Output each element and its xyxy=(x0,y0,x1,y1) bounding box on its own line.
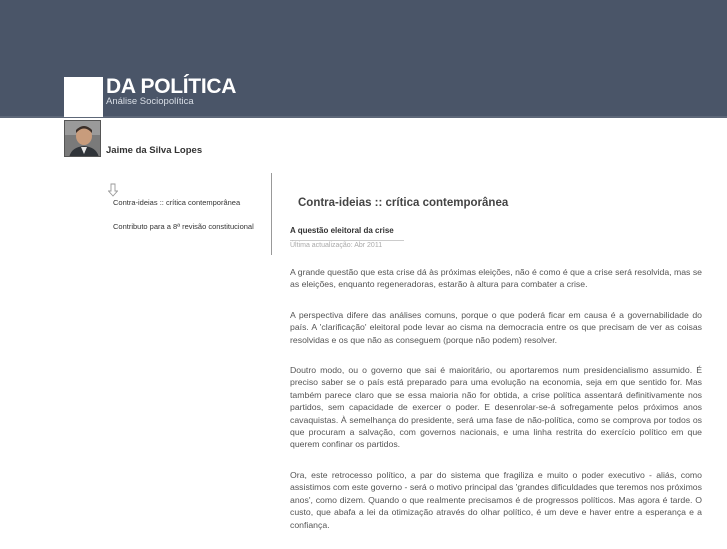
article-paragraph: Doutro modo, ou o governo que sai é maioritário, ou aportaremos num presidencialismo assumido. É preciso saber se o país está preparado para uma evolução na economia, seja em que sentido for. Mas também parece claro que se essa maioria não for obtida, a crise política assentará definitivamente nos partidos, sem capacidade de exercer o poder. E desenrolar-se-á sofregamente pelos próximos anos cavaquistas. À semelhança do presidente, será uma fase de não-política, como se comprova por todos os que procuram a salvação, com governos nacionais, e uma linha restrita do exercício político em que querem confinar os partidos. xyxy=(290,365,702,450)
article-body xyxy=(290,266,702,549)
article-paragraph: A perspectiva difere das análises comuns, porque o que poderá ficar em causa é a governabilidade do país. A 'clarificação' eleitoral pode levar ao cisma na democracia entre os que precisam de ver as coisas resolvidas e os que não as conseguem (porque não podem) resolver. xyxy=(290,309,702,345)
page-title: Contra-ideias :: crítica contemporânea xyxy=(298,197,509,209)
sidebar-item-contra-ideias[interactable]: Contra-ideias :: crítica contemporânea xyxy=(113,198,241,207)
site-subtitle: Análise Sociopolítica xyxy=(106,96,194,107)
author-name: Jaime da Silva Lopes xyxy=(106,145,203,156)
author-avatar xyxy=(64,120,101,157)
sidebar-divider xyxy=(271,173,272,255)
site-logo[interactable] xyxy=(64,77,103,117)
article-paragraph: Ora, este retrocesso político, a par do sistema que fragiliza e muito o poder executivo - aliás, como assistimos com este governo - será o motivo principal das 'grandes dificuldades que teremos nos próximos anos', como dizem. Quando o que realmente precisamos é de progressos políticos. Mas agora é tarde. O custo, que abafa a lei da otimização através do olhar político, é um deve e haver entre a esperança e a confiança. xyxy=(290,469,702,530)
header-divider xyxy=(0,116,727,118)
post-title: A questão eleitoral da crise xyxy=(290,226,394,235)
sidebar-nav xyxy=(113,198,269,246)
author-photo xyxy=(65,121,101,157)
article-paragraph: A grande questão que esta crise dá às próximas eleições, não é como é que a crise será resolvida, mas se as eleições, enquanto regeneradoras, estarão à altura para combater a crise. xyxy=(290,267,702,290)
last-updated: Última actualização: Abr 2011 xyxy=(290,240,404,249)
sidebar-item-contributo[interactable]: Contributo para a 8ª revisão constitucional xyxy=(113,222,254,231)
site-title[interactable]: DA POLÍTICA xyxy=(106,75,237,98)
down-arrow-icon xyxy=(108,183,118,197)
